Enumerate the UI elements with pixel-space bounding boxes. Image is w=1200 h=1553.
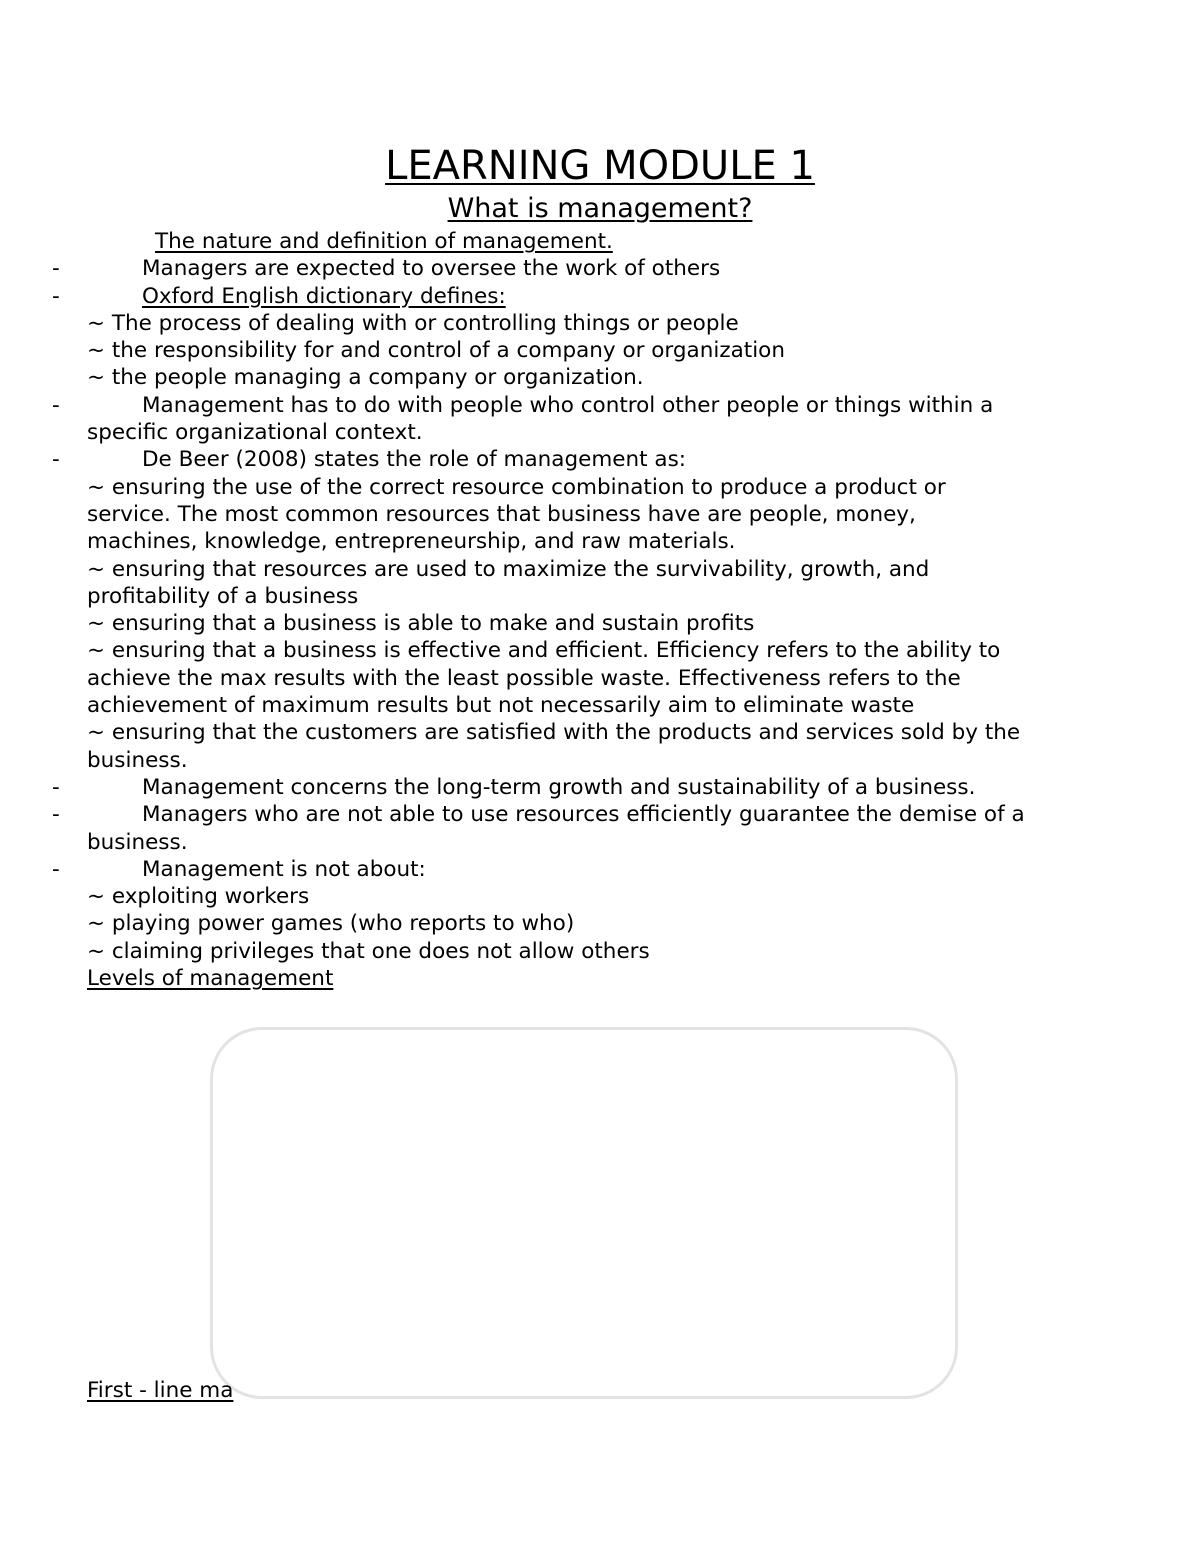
document-line [0, 747, 1200, 774]
document-line [0, 419, 1200, 446]
document-line [0, 556, 1200, 583]
line-text: specific organizational context. [87, 420, 423, 446]
line-text: ~ claiming privileges that one does not allow others [87, 938, 650, 964]
line-text: ~ ensuring that a business is effective and efficient. Efficiency refers to the ability to [87, 638, 1001, 664]
line-text: Management has to do with people who control other people or things within a [142, 392, 994, 418]
bullet-dash: - [52, 256, 60, 282]
document-line [0, 283, 1200, 310]
bullet-dash: - [52, 392, 60, 418]
document-line [0, 337, 1200, 364]
document-line [0, 310, 1200, 337]
document-line [0, 774, 1200, 801]
line-text: Levels of management [87, 966, 334, 992]
line-text: ~ ensuring the use of the correct resource combination to produce a product or [87, 474, 946, 500]
line-text: ~ the people managing a company or organization. [87, 365, 644, 391]
document-line [0, 801, 1200, 828]
document-line [0, 856, 1200, 883]
document-line [0, 637, 1200, 664]
bullet-dash: - [52, 283, 60, 309]
line-text: achievement of maximum results but not necessarily aim to eliminate waste [87, 693, 915, 719]
line-text: ~ The process of dealing with or controlling things or people [87, 310, 739, 336]
line-text: ~ playing power games (who reports to who) [87, 911, 575, 937]
levels-diagram-placeholder [210, 1027, 958, 1399]
document-line [0, 583, 1200, 610]
bullet-dash: - [52, 802, 60, 828]
document-line [0, 610, 1200, 637]
document-line [0, 528, 1200, 555]
document-line [0, 719, 1200, 746]
first-line-management-label: First - line ma [87, 1378, 234, 1403]
document-line [0, 474, 1200, 501]
line-text: Management is not about: [142, 856, 426, 882]
document-line [0, 446, 1200, 473]
document-line [0, 392, 1200, 419]
document-line [0, 665, 1200, 692]
line-text: Managers are expected to oversee the work of others [142, 256, 721, 282]
line-text: Management concerns the long-term growth and sustainability of a business. [142, 774, 976, 800]
body-text [0, 228, 1200, 992]
line-text: Managers who are not able to use resources efficiently guarantee the demise of a [142, 802, 1025, 828]
page-subtitle: What is management? [447, 193, 753, 224]
section-heading [0, 965, 1200, 992]
line-text: The nature and definition of management. [155, 229, 613, 254]
bullet-dash: - [52, 447, 60, 473]
line-text: achieve the max results with the least possible waste. Effectiveness refers to the [87, 665, 961, 691]
document-line [0, 364, 1200, 391]
bullet-dash: - [52, 856, 60, 882]
line-text: service. The most common resources that business have are people, money, [87, 501, 916, 527]
line-text: machines, knowledge, entrepreneurship, and raw materials. [87, 529, 736, 555]
document-line [0, 910, 1200, 937]
line-text: business. [87, 747, 188, 773]
line-text: ~ exploiting workers [87, 884, 310, 910]
line-text: Oxford English dictionary defines: [142, 283, 506, 309]
page-title: LEARNING MODULE 1 [385, 143, 815, 189]
line-text: profitability of a business [87, 583, 359, 609]
document-line [0, 692, 1200, 719]
document-line [0, 255, 1200, 282]
line-text: ~ ensuring that resources are used to maximize the survivability, growth, and [87, 556, 930, 582]
bullet-dash: - [52, 774, 60, 800]
line-text: business. [87, 829, 188, 855]
line-text: ~ ensuring that the customers are satisfied with the products and services sold by the [87, 720, 1021, 746]
section-subheading [0, 228, 1200, 255]
line-text: ~ the responsibility for and control of a company or organization [87, 338, 785, 364]
line-text: ~ ensuring that a business is able to make and sustain profits [87, 611, 755, 637]
document-line [0, 938, 1200, 965]
line-text: De Beer (2008) states the role of management as: [142, 447, 687, 473]
document-line [0, 883, 1200, 910]
document-line [0, 829, 1200, 856]
document-line [0, 501, 1200, 528]
